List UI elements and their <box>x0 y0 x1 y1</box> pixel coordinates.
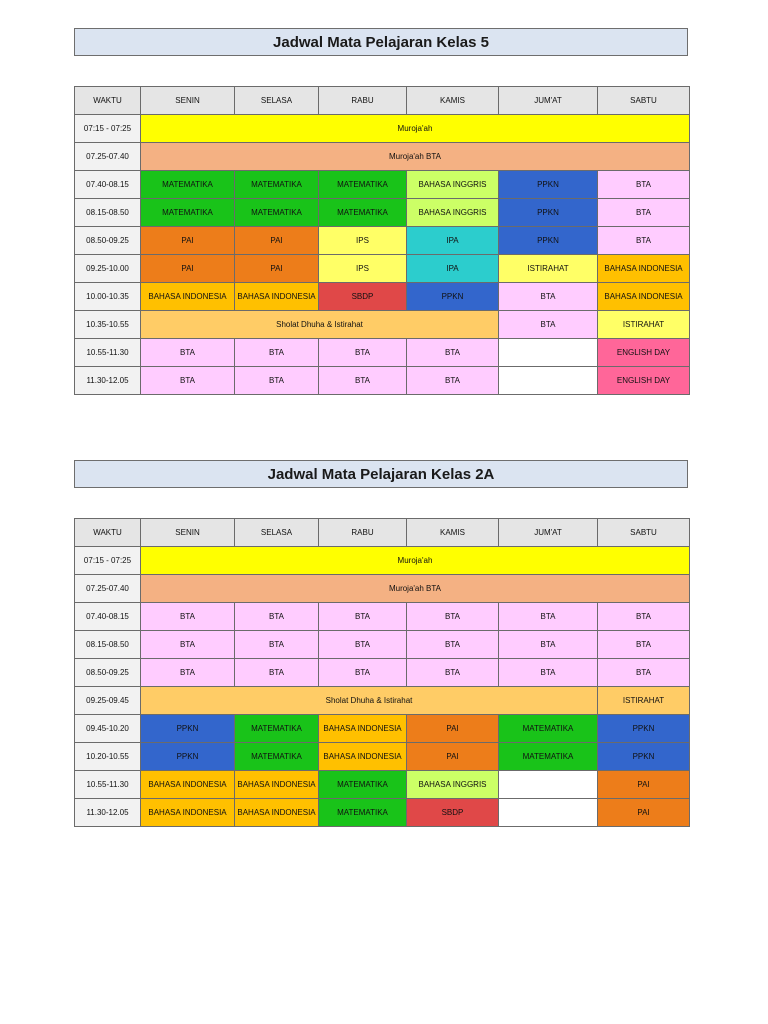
subject-cell: PPKN <box>407 283 499 311</box>
schedule-table-kelas-5 <box>74 86 690 395</box>
table-row <box>75 771 690 799</box>
schedule-title-kelas-2a: Jadwal Mata Pelajaran Kelas 2A <box>74 460 688 488</box>
time-slot-cell: 09.45-10.20 <box>75 715 141 743</box>
table-row <box>75 659 690 687</box>
subject-cell: BAHASA INDONESIA <box>319 743 407 771</box>
column-header-rabu: RABU <box>319 87 407 115</box>
time-slot-cell: 10.55-11.30 <box>75 771 141 799</box>
subject-cell: BTA <box>235 631 319 659</box>
time-slot-cell: 07.25-07.40 <box>75 143 141 171</box>
subject-cell: IPS <box>319 227 407 255</box>
time-slot-cell: 10.35-10.55 <box>75 311 141 339</box>
column-header-senin: SENIN <box>141 519 235 547</box>
subject-cell: BAHASA INDONESIA <box>319 715 407 743</box>
column-header-waktu: WAKTU <box>75 87 141 115</box>
time-slot-cell: 11.30-12.05 <box>75 367 141 395</box>
subject-cell: MATEMATIKA <box>235 715 319 743</box>
subject-cell: BTA <box>499 283 598 311</box>
time-slot-cell: 07:15 - 07:25 <box>75 547 141 575</box>
column-header-kamis: KAMIS <box>407 519 499 547</box>
empty-cell <box>499 339 598 367</box>
subject-cell: PAI <box>235 227 319 255</box>
table-row <box>75 255 690 283</box>
table-row <box>75 631 690 659</box>
subject-cell: ISTIRAHAT <box>598 687 690 715</box>
column-header-waktu: WAKTU <box>75 519 141 547</box>
subject-cell: MATEMATIKA <box>499 743 598 771</box>
subject-cell: SBDP <box>407 799 499 827</box>
subject-cell: MATEMATIKA <box>235 743 319 771</box>
subject-cell: IPA <box>407 227 499 255</box>
subject-cell: Muroja'ah <box>141 115 690 143</box>
time-slot-cell: 11.30-12.05 <box>75 799 141 827</box>
subject-cell: BAHASA INDONESIA <box>598 283 690 311</box>
schedule-title-kelas-5: Jadwal Mata Pelajaran Kelas 5 <box>74 28 688 56</box>
subject-cell: BTA <box>598 659 690 687</box>
subject-cell: Muroja'ah BTA <box>141 143 690 171</box>
subject-cell: MATEMATIKA <box>235 171 319 199</box>
subject-cell: BAHASA INDONESIA <box>141 799 235 827</box>
table-row <box>75 687 690 715</box>
time-slot-cell: 08.15-08.50 <box>75 631 141 659</box>
subject-cell: BAHASA INDONESIA <box>235 283 319 311</box>
subject-cell: MATEMATIKA <box>141 171 235 199</box>
subject-cell: MATEMATIKA <box>499 715 598 743</box>
subject-cell: BTA <box>598 227 690 255</box>
subject-cell: Sholat Dhuha & Istirahat <box>141 687 598 715</box>
subject-cell: BTA <box>598 171 690 199</box>
subject-cell: BTA <box>319 603 407 631</box>
table-row <box>75 367 690 395</box>
subject-cell: Sholat Dhuha & Istirahat <box>141 311 499 339</box>
table-row <box>75 715 690 743</box>
subject-cell: BTA <box>598 603 690 631</box>
subject-cell: BTA <box>499 603 598 631</box>
time-slot-cell: 08.50-09.25 <box>75 659 141 687</box>
column-header-jumat: JUM'AT <box>499 519 598 547</box>
subject-cell: ENGLISH DAY <box>598 339 690 367</box>
subject-cell: ISTIRAHAT <box>499 255 598 283</box>
time-slot-cell: 10.55-11.30 <box>75 339 141 367</box>
subject-cell: BTA <box>141 367 235 395</box>
time-slot-cell: 10.20-10.55 <box>75 743 141 771</box>
subject-cell: PPKN <box>499 171 598 199</box>
subject-cell: BTA <box>499 311 598 339</box>
time-slot-cell: 10.00-10.35 <box>75 283 141 311</box>
subject-cell: BTA <box>407 367 499 395</box>
subject-cell: MATEMATIKA <box>319 771 407 799</box>
subject-cell: PPKN <box>499 227 598 255</box>
subject-cell: PPKN <box>598 715 690 743</box>
subject-cell: PAI <box>598 771 690 799</box>
column-header-sabtu: SABTU <box>598 87 690 115</box>
time-slot-cell: 09.25-10.00 <box>75 255 141 283</box>
column-header-sabtu: SABTU <box>598 519 690 547</box>
table-header-row <box>75 519 690 547</box>
subject-cell: BAHASA INDONESIA <box>141 283 235 311</box>
subject-cell: Muroja'ah <box>141 547 690 575</box>
time-slot-cell: 08.50-09.25 <box>75 227 141 255</box>
subject-cell: IPA <box>407 255 499 283</box>
table-row <box>75 799 690 827</box>
subject-cell: BTA <box>235 603 319 631</box>
subject-cell: MATEMATIKA <box>319 171 407 199</box>
empty-cell <box>499 771 598 799</box>
table-row <box>75 311 690 339</box>
subject-cell: BAHASA INGGRIS <box>407 199 499 227</box>
subject-cell: BTA <box>499 631 598 659</box>
column-header-selasa: SELASA <box>235 519 319 547</box>
column-header-senin: SENIN <box>141 87 235 115</box>
subject-cell: PAI <box>598 799 690 827</box>
table-row <box>75 171 690 199</box>
subject-cell: BTA <box>407 631 499 659</box>
subject-cell: BTA <box>235 659 319 687</box>
table-row <box>75 283 690 311</box>
subject-cell: IPS <box>319 255 407 283</box>
subject-cell: MATEMATIKA <box>235 199 319 227</box>
subject-cell: PPKN <box>598 743 690 771</box>
column-header-selasa: SELASA <box>235 87 319 115</box>
subject-cell: BAHASA INGGRIS <box>407 171 499 199</box>
subject-cell: MATEMATIKA <box>319 199 407 227</box>
subject-cell: BTA <box>407 339 499 367</box>
subject-cell: BTA <box>141 631 235 659</box>
time-slot-cell: 08.15-08.50 <box>75 199 141 227</box>
subject-cell: PAI <box>141 255 235 283</box>
subject-cell: BAHASA INDONESIA <box>235 771 319 799</box>
table-header-row <box>75 87 690 115</box>
subject-cell: BTA <box>407 659 499 687</box>
subject-cell: PAI <box>407 743 499 771</box>
subject-cell: BTA <box>598 631 690 659</box>
table-row <box>75 575 690 603</box>
table-row <box>75 339 690 367</box>
column-header-kamis: KAMIS <box>407 87 499 115</box>
subject-cell: BAHASA INDONESIA <box>141 771 235 799</box>
subject-cell: BTA <box>141 339 235 367</box>
subject-cell: MATEMATIKA <box>141 199 235 227</box>
subject-cell: PPKN <box>499 199 598 227</box>
subject-cell: PAI <box>407 715 499 743</box>
column-header-jumat: JUM'AT <box>499 87 598 115</box>
table-row <box>75 743 690 771</box>
time-slot-cell: 07.25-07.40 <box>75 575 141 603</box>
table-row <box>75 199 690 227</box>
subject-cell: BTA <box>499 659 598 687</box>
empty-cell <box>499 367 598 395</box>
subject-cell: BTA <box>407 603 499 631</box>
subject-cell: PAI <box>235 255 319 283</box>
subject-cell: SBDP <box>319 283 407 311</box>
subject-cell: PAI <box>141 227 235 255</box>
table-row <box>75 603 690 631</box>
subject-cell: BTA <box>235 367 319 395</box>
column-header-rabu: RABU <box>319 519 407 547</box>
subject-cell: BTA <box>319 659 407 687</box>
time-slot-cell: 07.40-08.15 <box>75 603 141 631</box>
subject-cell: BTA <box>319 631 407 659</box>
subject-cell: PPKN <box>141 715 235 743</box>
subject-cell: BAHASA INDONESIA <box>598 255 690 283</box>
subject-cell: BAHASA INDONESIA <box>235 799 319 827</box>
time-slot-cell: 07:15 - 07:25 <box>75 115 141 143</box>
subject-cell: MATEMATIKA <box>319 799 407 827</box>
subject-cell: PPKN <box>141 743 235 771</box>
subject-cell: BTA <box>141 659 235 687</box>
subject-cell: ISTIRAHAT <box>598 311 690 339</box>
table-row <box>75 115 690 143</box>
time-slot-cell: 09.25-09.45 <box>75 687 141 715</box>
subject-cell: BTA <box>141 603 235 631</box>
table-row <box>75 227 690 255</box>
subject-cell: BTA <box>235 339 319 367</box>
table-row <box>75 547 690 575</box>
empty-cell <box>499 799 598 827</box>
subject-cell: BAHASA INGGRIS <box>407 771 499 799</box>
subject-cell: Muroja'ah BTA <box>141 575 690 603</box>
table-row <box>75 143 690 171</box>
subject-cell: BTA <box>319 339 407 367</box>
subject-cell: BTA <box>319 367 407 395</box>
time-slot-cell: 07.40-08.15 <box>75 171 141 199</box>
schedule-table-kelas-2a <box>74 518 690 827</box>
subject-cell: BTA <box>598 199 690 227</box>
subject-cell: ENGLISH DAY <box>598 367 690 395</box>
